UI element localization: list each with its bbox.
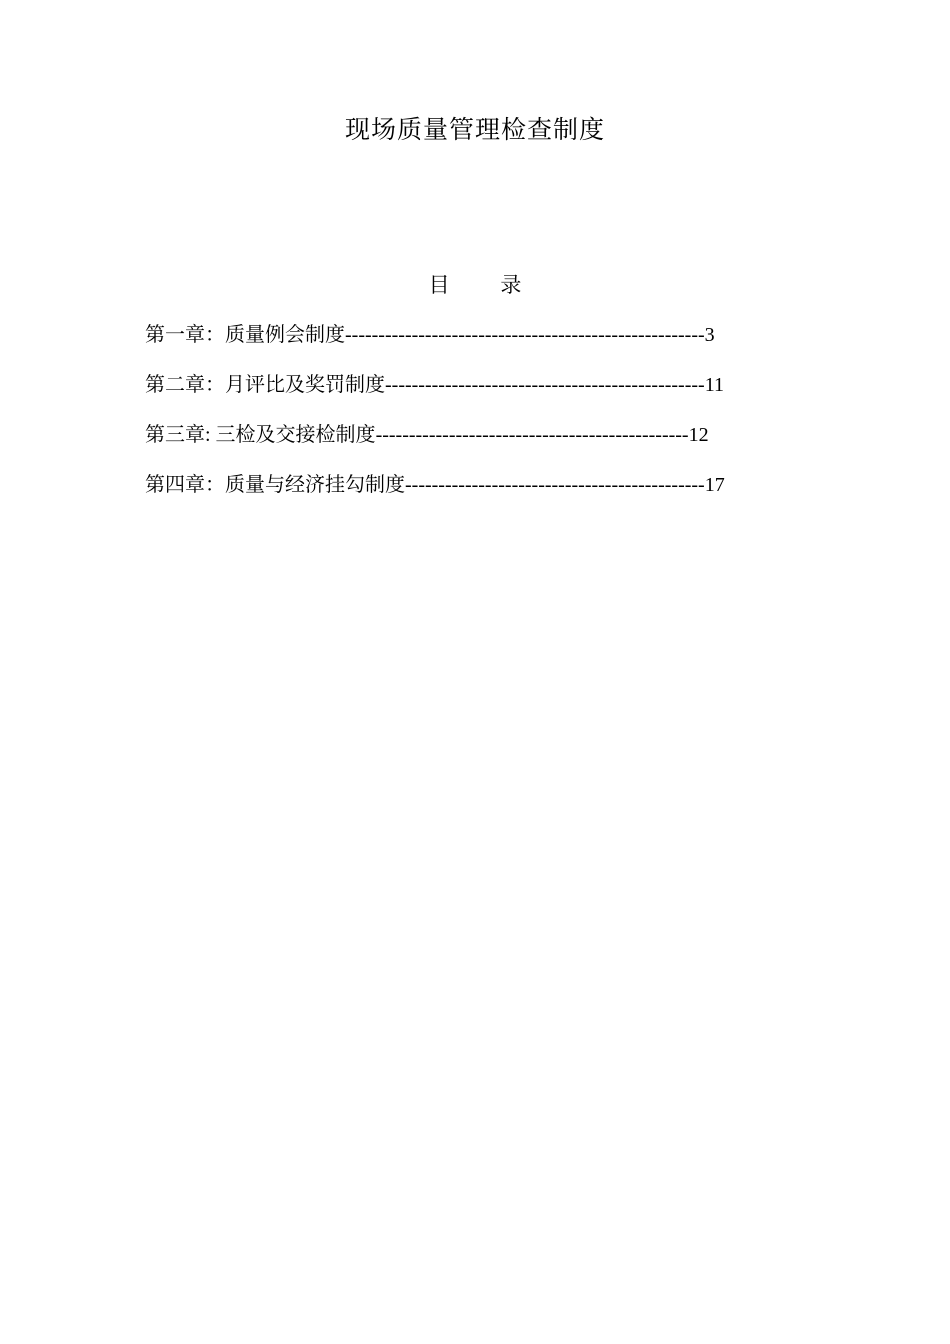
toc-entry-chapter-2 <box>145 371 825 399</box>
document-title: 现场质量管理检查制度 <box>344 115 605 144</box>
toc-entry-label: 第四章：质量与经济挂勾制度 <box>145 474 405 496</box>
toc-entry-label: 第一章：质量例会制度 <box>145 324 345 346</box>
toc-entry-chapter-3 <box>145 421 825 449</box>
toc-entry-chapter-4 <box>145 471 825 499</box>
toc-entry-leader: ------------------------------------------------ <box>385 374 705 396</box>
toc-entry-page: 17 <box>704 474 725 496</box>
toc-entry-leader: ------------------------------------------------------ <box>345 324 705 346</box>
toc-entry-page: 12 <box>688 424 709 446</box>
toc-heading: 目 录 <box>428 273 544 297</box>
toc-entry-page: 11 <box>704 374 724 396</box>
toc-entry-chapter-1 <box>145 321 825 349</box>
toc-entry-leader: --------------------------------------------- <box>405 474 705 496</box>
toc-entry-label: 第三章: 三检及交接检制度 <box>145 424 376 446</box>
toc-entry-label: 第二章：月评比及奖罚制度 <box>145 374 385 396</box>
toc-entry-leader: ----------------------------------------------- <box>375 424 689 446</box>
toc-entry-page: 3 <box>704 324 715 346</box>
